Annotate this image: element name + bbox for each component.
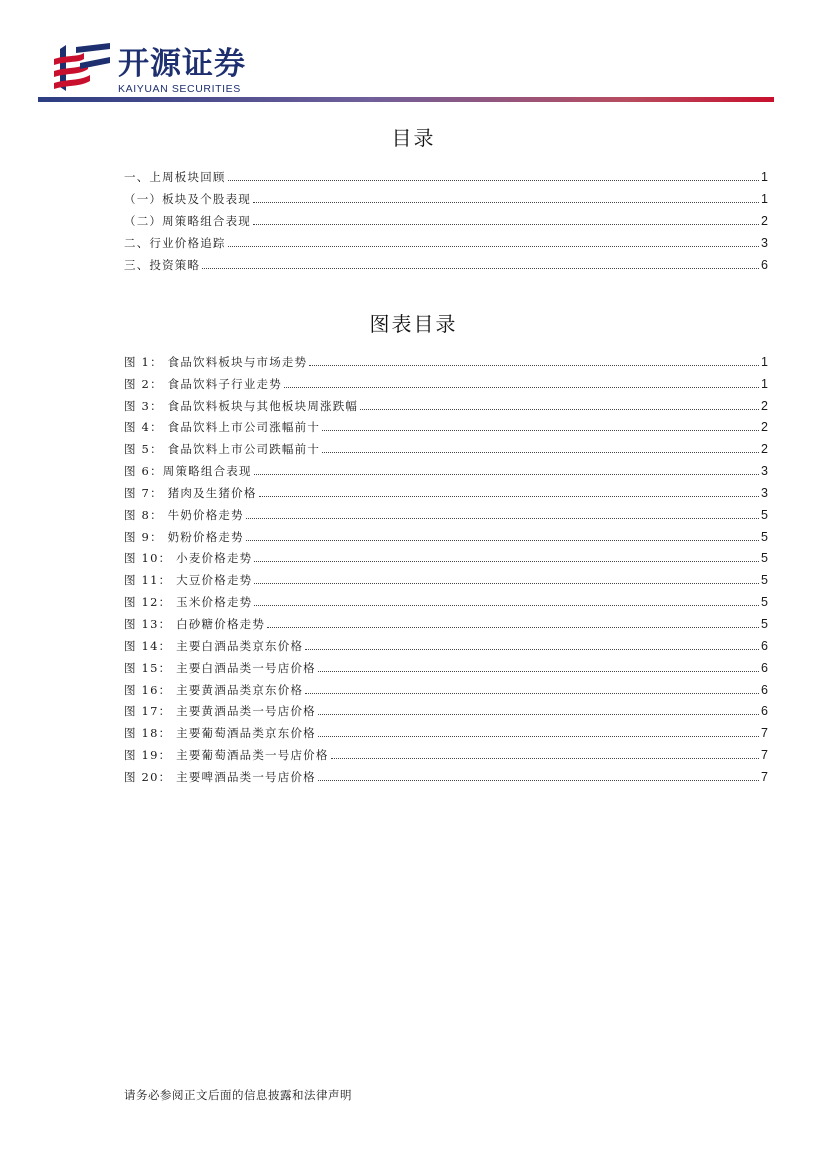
figure-entry[interactable] (124, 413, 768, 435)
dot-leader (254, 472, 759, 475)
dot-leader (322, 450, 759, 453)
figure-entry-label: 图 20： 主要啤酒品类一号店价格 (124, 769, 316, 784)
dot-leader (254, 603, 759, 606)
brand-name-cn: 开源证券 (118, 46, 246, 82)
figure-entry[interactable] (124, 697, 768, 719)
toc-title: 目录 (391, 126, 436, 150)
figure-entry-label: 图 13： 白砂糖价格走势 (124, 616, 266, 631)
toc-entry-page-number: 6 (761, 258, 768, 272)
toc-entry-label: （一）板块及个股表现 (124, 192, 251, 206)
figure-entry[interactable] (124, 456, 768, 478)
figure-entry-page-number: 6 (761, 638, 768, 653)
toc-entry-label: 三、投资策略 (124, 258, 201, 272)
figure-entry-page-number: 6 (761, 682, 768, 697)
figure-entry-label: 图 11： 大豆价格走势 (124, 573, 253, 588)
dot-leader (331, 756, 760, 759)
figure-entry-label: 图 16： 主要黄酒品类京东价格 (124, 682, 304, 697)
figure-entry-page-number: 6 (761, 704, 768, 719)
figure-entry[interactable] (124, 609, 768, 631)
figure-entry-label: 图 4： 食品饮料上市公司涨幅前十 (124, 420, 321, 435)
toc-entry-page-number: 2 (761, 214, 768, 228)
figure-entry[interactable] (124, 522, 768, 544)
toc-entry[interactable] (124, 228, 768, 250)
toc-entry-label: 二、行业价格追踪 (124, 236, 226, 250)
figure-entry[interactable] (124, 675, 768, 697)
dot-leader (254, 559, 759, 562)
figure-entry-page-number: 5 (761, 616, 768, 631)
dot-leader (228, 244, 759, 247)
figure-entry-label: 图 14： 主要白酒品类京东价格 (124, 638, 304, 653)
kaiyuan-logo-icon (50, 43, 114, 95)
dot-leader (253, 200, 759, 203)
figure-entry-page-number: 2 (761, 442, 768, 457)
figure-entry[interactable] (124, 391, 768, 413)
dot-leader (360, 407, 759, 410)
figures-title: 图表目录 (369, 312, 458, 336)
figure-entry[interactable] (124, 762, 768, 784)
dot-leader (246, 538, 759, 541)
dot-leader (254, 581, 759, 584)
figure-entry-page-number: 1 (761, 354, 768, 369)
toc-entry-label: 一、上周板块回顾 (124, 170, 226, 184)
figure-entry-label: 图 7： 猪肉及生猪价格 (124, 485, 257, 500)
dot-leader (267, 625, 759, 628)
dot-leader (318, 669, 759, 672)
figure-entry-label: 图 12： 玉米价格走势 (124, 595, 253, 610)
figure-entry-label: 图 2： 食品饮料子行业走势 (124, 376, 282, 391)
figure-entry-page-number: 7 (761, 726, 768, 741)
toc-entry-label: （二）周策略组合表现 (124, 214, 251, 228)
figure-entry[interactable] (124, 478, 768, 500)
dot-leader (305, 691, 759, 694)
figure-entry-page-number: 3 (761, 485, 768, 500)
figure-entry-label: 图 1： 食品饮料板块与市场走势 (124, 354, 308, 369)
figure-entry[interactable] (124, 347, 768, 369)
dot-leader (246, 516, 759, 519)
figure-entry[interactable] (124, 369, 768, 391)
dot-leader (253, 222, 759, 225)
figure-entry[interactable] (124, 587, 768, 609)
figure-entry-page-number: 7 (761, 769, 768, 784)
dot-leader (202, 266, 759, 269)
figure-entry-page-number: 7 (761, 748, 768, 763)
figure-entry-label: 图 17： 主要黄酒品类一号店价格 (124, 704, 316, 719)
figure-entry[interactable] (124, 565, 768, 587)
figure-entry-label: 图 15： 主要白酒品类一号店价格 (124, 660, 316, 675)
dot-leader (318, 778, 759, 781)
dot-leader (309, 363, 759, 366)
dot-leader (318, 734, 759, 737)
toc-entry[interactable] (124, 250, 768, 272)
figure-entry-page-number: 6 (761, 660, 768, 675)
figure-entry-page-number: 5 (761, 551, 768, 566)
toc-entry-page-number: 3 (761, 236, 768, 250)
header-divider (38, 97, 774, 102)
dot-leader (305, 647, 759, 650)
figure-entry-label: 图 8： 牛奶价格走势 (124, 507, 244, 522)
dot-leader (322, 428, 759, 431)
figure-entry-label: 图 6：周策略组合表现 (124, 464, 252, 479)
toc-entry[interactable] (124, 206, 768, 228)
figure-entry-page-number: 2 (761, 398, 768, 413)
figure-entry[interactable] (124, 434, 768, 456)
dot-leader (284, 385, 759, 388)
toc-list (124, 162, 768, 272)
figure-entry-label: 图 10： 小麦价格走势 (124, 551, 253, 566)
figure-entry-label: 图 5： 食品饮料上市公司跌幅前十 (124, 442, 321, 457)
figure-entry[interactable] (124, 718, 768, 740)
figure-entry-page-number: 5 (761, 529, 768, 544)
footer-disclaimer: 请务必参阅正文后面的信息披露和法律声明 (124, 1088, 352, 1102)
figure-entry-label: 图 9： 奶粉价格走势 (124, 529, 244, 544)
figure-entry-page-number: 5 (761, 595, 768, 610)
figure-entry-page-number: 5 (761, 573, 768, 588)
figure-entry[interactable] (124, 631, 768, 653)
dot-leader (318, 712, 759, 715)
figures-list (124, 347, 768, 784)
toc-entry[interactable] (124, 184, 768, 206)
figure-entry-label: 图 18： 主要葡萄酒品类京东价格 (124, 726, 316, 741)
toc-entry[interactable] (124, 162, 768, 184)
figure-entry-page-number: 2 (761, 420, 768, 435)
toc-entry-page-number: 1 (761, 170, 768, 184)
figure-entry-page-number: 3 (761, 464, 768, 479)
figure-entry-page-number: 1 (761, 376, 768, 391)
figure-entry[interactable] (124, 544, 768, 566)
page-header (0, 0, 827, 110)
figure-entry[interactable] (124, 500, 768, 522)
figure-entry-label: 图 3： 食品饮料板块与其他板块周涨跌幅 (124, 398, 359, 413)
figure-entry-page-number: 5 (761, 507, 768, 522)
figure-entry[interactable] (124, 740, 768, 762)
toc-entry-page-number: 1 (761, 192, 768, 206)
brand-name-en: KAIYUAN SECURITIES (118, 83, 241, 95)
dot-leader (228, 178, 759, 181)
figure-entry-label: 图 19： 主要葡萄酒品类一号店价格 (124, 748, 329, 763)
dot-leader (259, 494, 760, 497)
figure-entry[interactable] (124, 653, 768, 675)
